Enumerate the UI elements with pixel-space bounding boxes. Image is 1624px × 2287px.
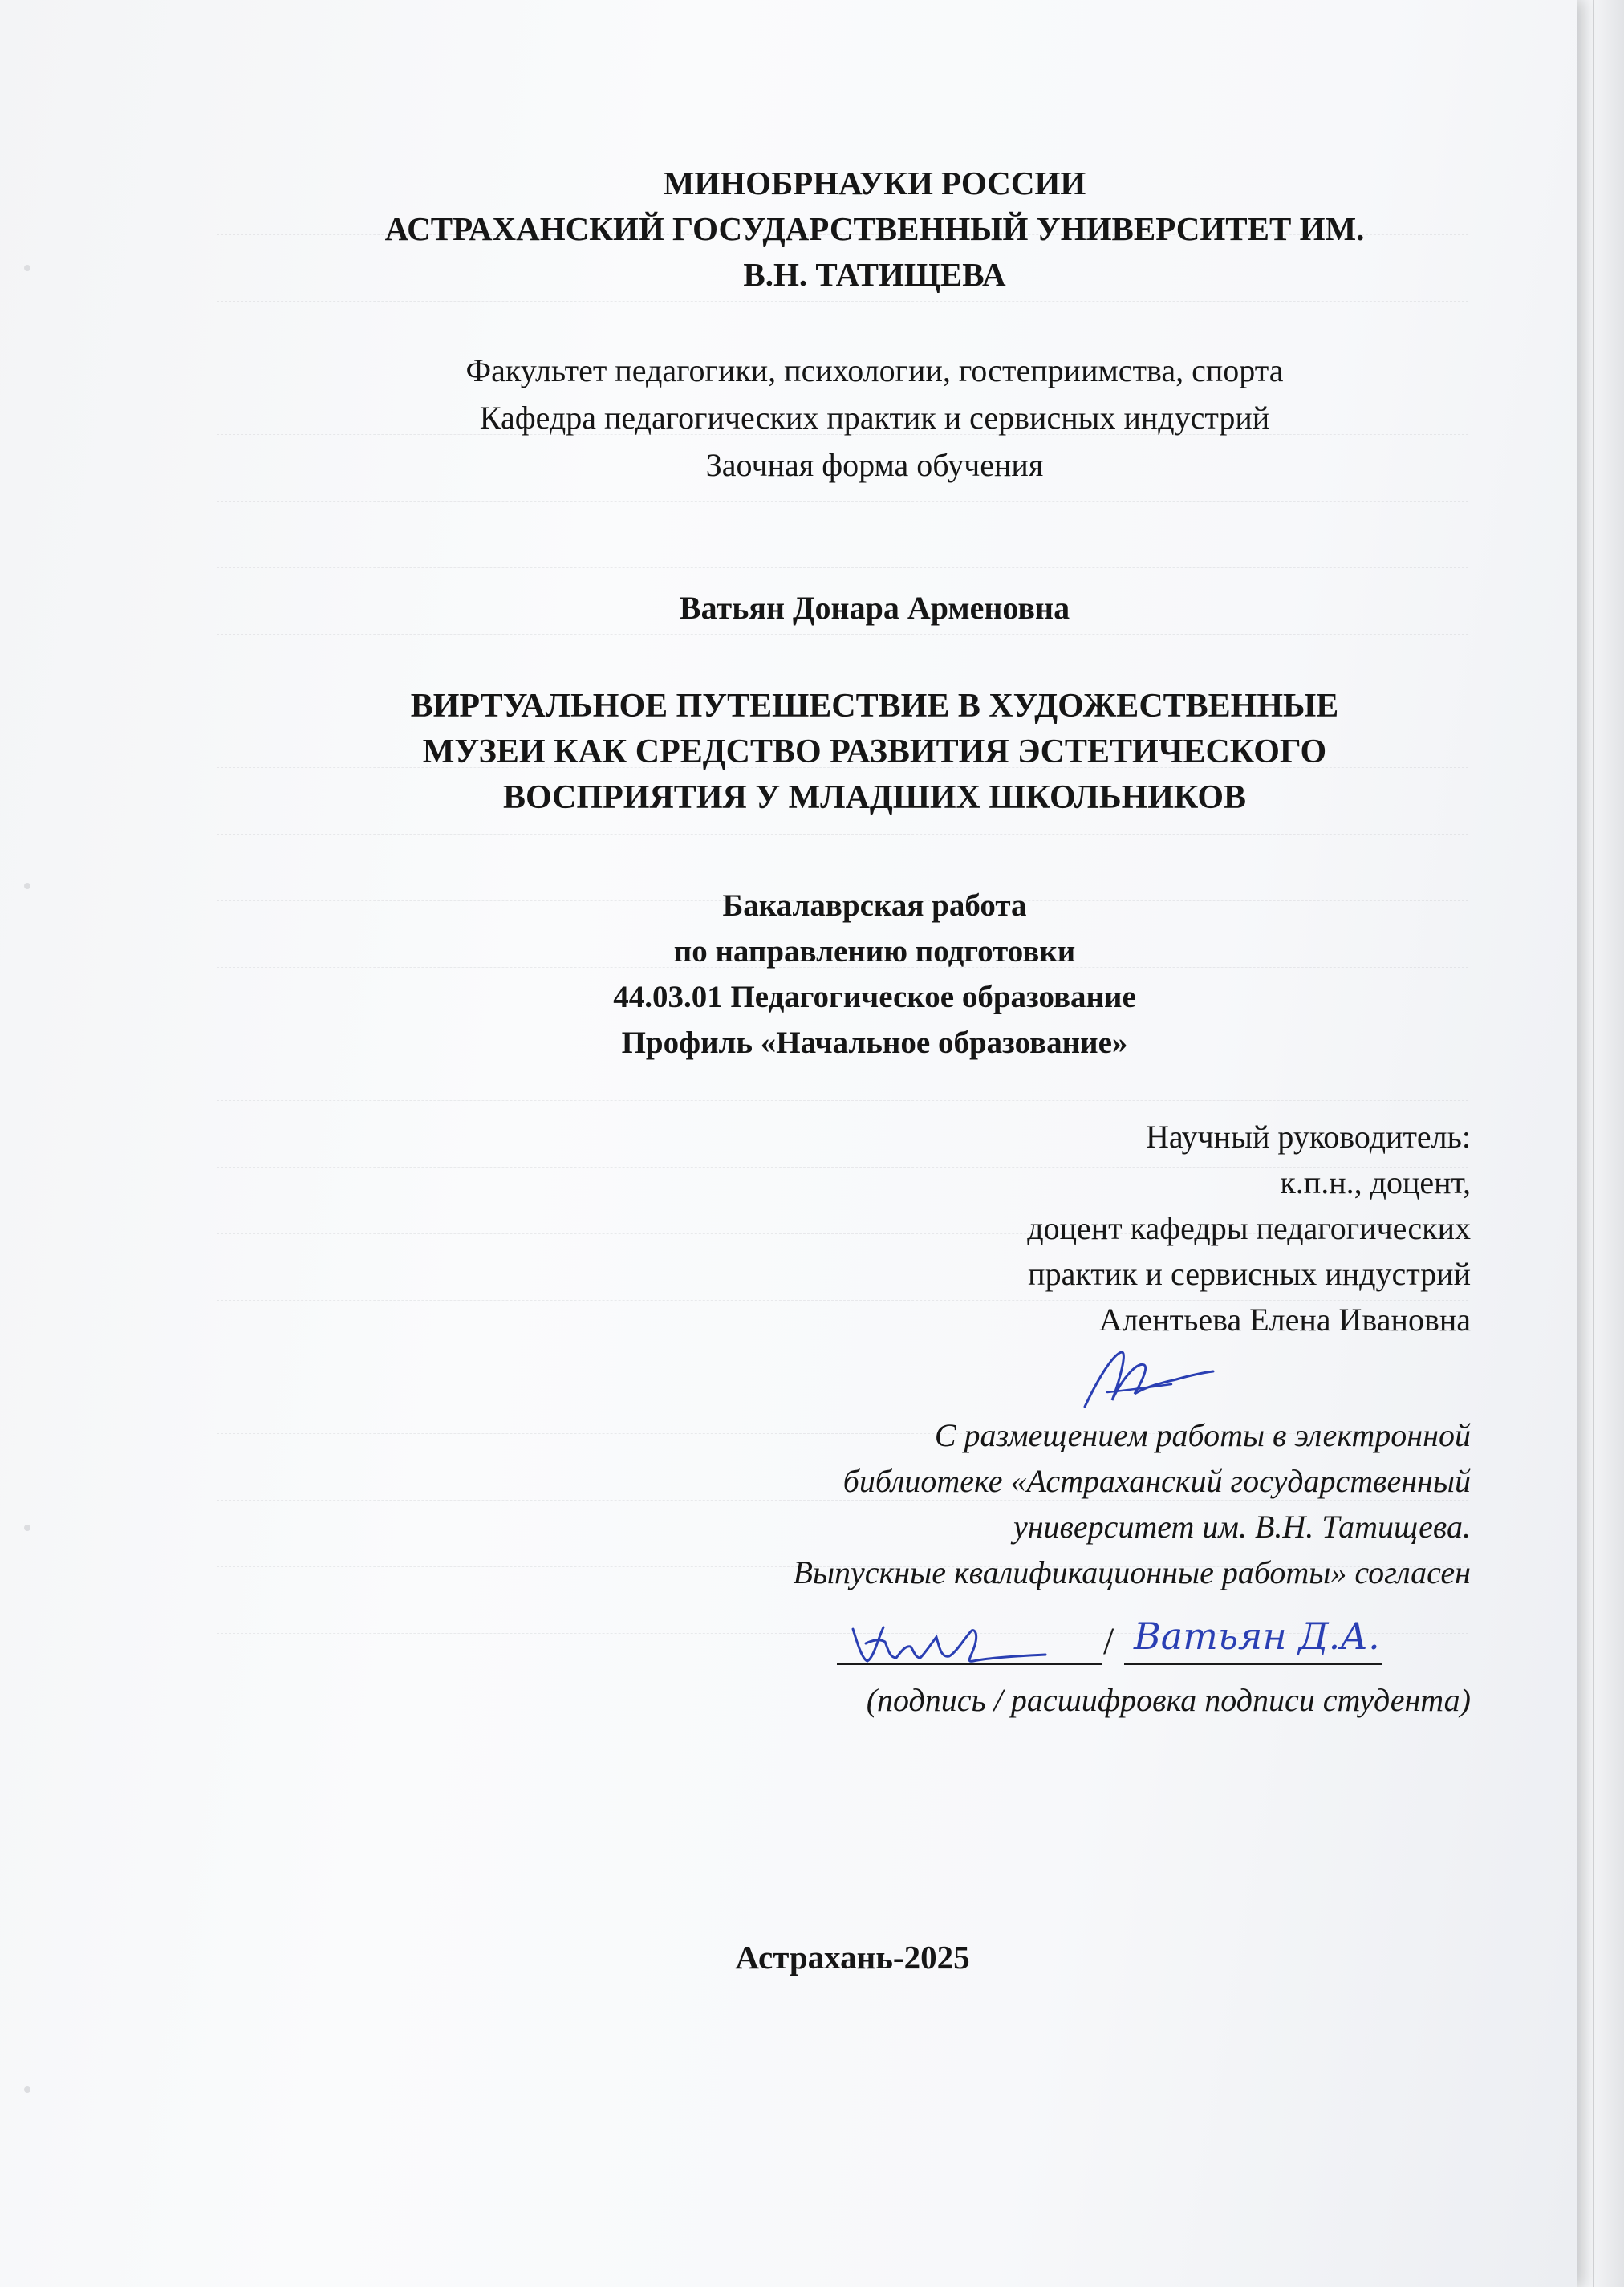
- work-type: Бакалаврская работа: [722, 888, 1027, 923]
- author-name: Ватьян Донара Арменовна: [679, 590, 1070, 626]
- university-name-line1: АСТРАХАНСКИЙ ГОСУДАРСТВЕННЫЙ УНИВЕРСИТЕТ ИМ.: [384, 210, 1365, 247]
- consent-line4: Выпускные квалификационные работы» согласен: [793, 1554, 1471, 1590]
- thesis-title: [233, 684, 1516, 821]
- consent-line3: университет им. В.Н. Татищева.: [1013, 1509, 1471, 1545]
- ministry-name: МИНОБРНАУКИ РОССИИ: [663, 165, 1086, 201]
- signature-separator: /: [1103, 1620, 1114, 1663]
- supervisor-position-line1: доцент кафедры педагогических: [1027, 1210, 1471, 1246]
- consent-line2: библиотеке «Астраханский государственный: [842, 1463, 1471, 1499]
- supervisor-signature-icon: [1075, 1344, 1220, 1416]
- direction-code: 44.03.01 Педагогическое образование: [613, 980, 1136, 1014]
- thesis-title-line3: ВОСПРИЯТИЯ У МЛАДШИХ ШКОЛЬНИКОВ: [502, 779, 1247, 816]
- sheet-edge: [1593, 0, 1594, 2287]
- university-name-line2: В.Н. ТАТИЩЕВА: [743, 256, 1006, 293]
- city-year: Астрахань-2025: [735, 1939, 970, 1976]
- library-consent-block: [508, 1412, 1471, 1595]
- supervisor-block: [508, 1114, 1471, 1343]
- student-signature-line: [837, 1613, 1495, 1677]
- supervisor-label: Научный руководитель:: [1145, 1119, 1471, 1155]
- study-form: Заочная форма обучения: [705, 447, 1044, 483]
- supervisor-degree: к.п.н., доцент,: [1280, 1164, 1471, 1200]
- institution-header: [233, 160, 1516, 298]
- supervisor-position-line2: практик и сервисных индустрий: [1028, 1256, 1471, 1292]
- profile: Профиль «Начальное образование»: [621, 1026, 1128, 1060]
- direction-label: по направлению подготовки: [673, 934, 1076, 969]
- student-handwritten-name: Ватьян Д.А.: [1134, 1615, 1380, 1658]
- signature-caption: (подпись / расшифровка подписи студента): [866, 1682, 1471, 1718]
- thesis-title-line1: ВИРТУАЛЬНОЕ ПУТЕШЕСТВИЕ В ХУДОЖЕСТВЕННЫЕ: [410, 688, 1339, 725]
- work-type-block: [233, 883, 1516, 1066]
- faculty-block: [233, 347, 1516, 489]
- department-name: Кафедра педагогических практик и сервисных индустрий: [479, 400, 1270, 436]
- consent-line1: С размещением работы в электронной: [934, 1417, 1471, 1453]
- thesis-title-line2: МУЗЕИ КАК СРЕДСТВО РАЗВИТИЯ ЭСТЕТИЧЕСКОГО: [422, 733, 1327, 770]
- faculty-name: Факультет педагогики, психологии, гостеприимства, спорта: [465, 352, 1284, 388]
- supervisor-name: Алентьева Елена Ивановна: [1098, 1302, 1471, 1338]
